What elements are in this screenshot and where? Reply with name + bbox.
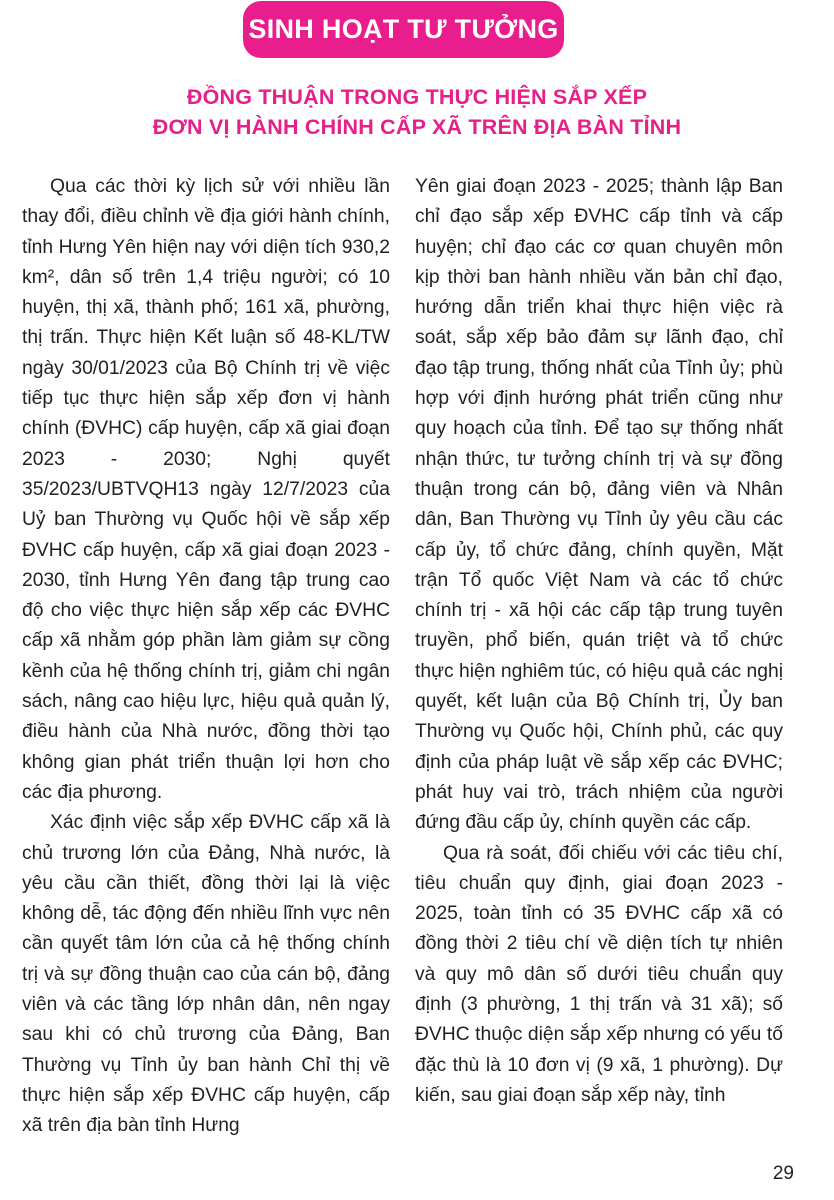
paragraph: Qua rà soát, đối chiếu với các tiêu chí, tiêu chuẩn quy định, giai đoạn 2023 - 2025, toàn tỉnh có 35 ĐVHC cấp xã có đồng thời 2 tiêu chí về diện tích tự nhiên và quy mô dân số dưới tiêu chuẩn quy định (3 phường, 1 thị trấn và 31 xã); số ĐVHC thuộc diện sắp xếp nhưng có yếu tố đặc thù là 10 đơn vị (9 xã, 1 phường). Dự kiến, sau giai đoạn sắp xếp này, tỉnh: [415, 842, 783, 1106]
article-title: [0, 82, 834, 142]
paragraph: Qua các thời kỳ lịch sử với nhiều lần thay đổi, điều chỉnh về địa giới hành chính, tỉnh Hưng Yên hiện nay với diện tích 930,2 km², dân số trên 1,4 triệu người; có 10 huyện, thị xã, thành phố; 161 xã, phường, thị trấn. Thực hiện Kết luận số 48-KL/TW ngày 30/01/2023 của Bộ Chính trị về việc tiếp tục thực hiện sắp xếp đơn vị hành chính (ĐVHC) cấp huyện, cấp xã giai đoạn 2023 - 2030; Nghị quyết 35/2023/UBTVQH13 ngày 12/7/2023 của Uỷ ban Thường vụ Quốc hội về sắp xếp ĐVHC cấp huyện, cấp xã giai đoạn 2023 - 2030, tỉnh Hưng Yên đang tập trung cao độ cho việc thực hiện sắp xếp các ĐVHC cấp xã nhằm góp phần làm giảm sự cồng kềnh của hệ thống chính trị, giảm chi ngân sách, nâng cao hiệu lực, hiệu quả quản lý, điều hành của Nhà nước, đồng thời tạo không gian phát triển thuận lợi hơn cho các địa phương.: [22, 176, 390, 803]
section-badge: [243, 1, 564, 58]
paragraph: Xác định việc sắp xếp ĐVHC cấp xã là chủ trương lớn của Đảng, Nhà nước, là yêu cầu cần thiết, đồng thời lại là việc không dễ, tác động đến nhiều lĩnh vực nên cần quyết tâm lớn của cả hệ thống chính trị và sự đồng thuận cao của cán bộ, đảng viên và các tầng lớp nhân dân, nên ngay sau khi có chủ trương của Đảng, Ban Thường vụ Tỉnh ủy ban hành Chỉ thị về thực hiện sắp xếp ĐVHC cấp huyện, cấp xã trên địa bàn tỉnh Hưng: [22, 812, 390, 1137]
article-title-line-1: ĐỒNG THUẬN TRONG THỰC HIỆN SẮP XẾP: [186, 85, 648, 109]
paragraph: Yên giai đoạn 2023 - 2025; thành lập Ban chỉ đạo sắp xếp ĐVHC cấp tỉnh và cấp huyện; chỉ đạo các cơ quan chuyên môn kịp thời ban hành nhiều văn bản chỉ đạo, hướng dẫn triển khai thực hiện việc rà soát, sắp xếp bảo đảm sự lãnh đạo, chỉ đạo tập trung, thống nhất của Tỉnh ủy; phù hợp với định hướng phát triển cũng như quy hoạch của tỉnh. Để tạo sự thống nhất nhận thức, tư tưởng chính trị và sự đồng thuận trong cán bộ, đảng viên và Nhân dân, Ban Thường vụ Tỉnh ủy yêu cầu các cấp ủy, tổ chức đảng, chính quyền, Mặt trận Tổ quốc Việt Nam và các tổ chức chính trị - xã hội các cấp tập trung tuyên truyền, phổ biến, quán triệt và tổ chức thực hiện nghiêm túc, có hiệu quả các nghị quyết, kết luận của Bộ Chính trị, Ủy ban Thường vụ Quốc hội, Chính phủ, các quy định của pháp luật về sắp xếp các ĐVHC; phát huy vai trò, trách nhiệm của người đứng đầu cấp ủy, chính quyền các cấp.: [415, 176, 783, 834]
page-number: 29: [772, 1163, 794, 1184]
right-column: [415, 172, 783, 1111]
article-title-line-2: ĐƠN VỊ HÀNH CHÍNH CẤP XÃ TRÊN ĐỊA BÀN TỈNH: [152, 115, 682, 139]
section-label: SINH HOẠT TƯ TƯỞNG: [248, 14, 559, 44]
left-column: [22, 172, 390, 1142]
